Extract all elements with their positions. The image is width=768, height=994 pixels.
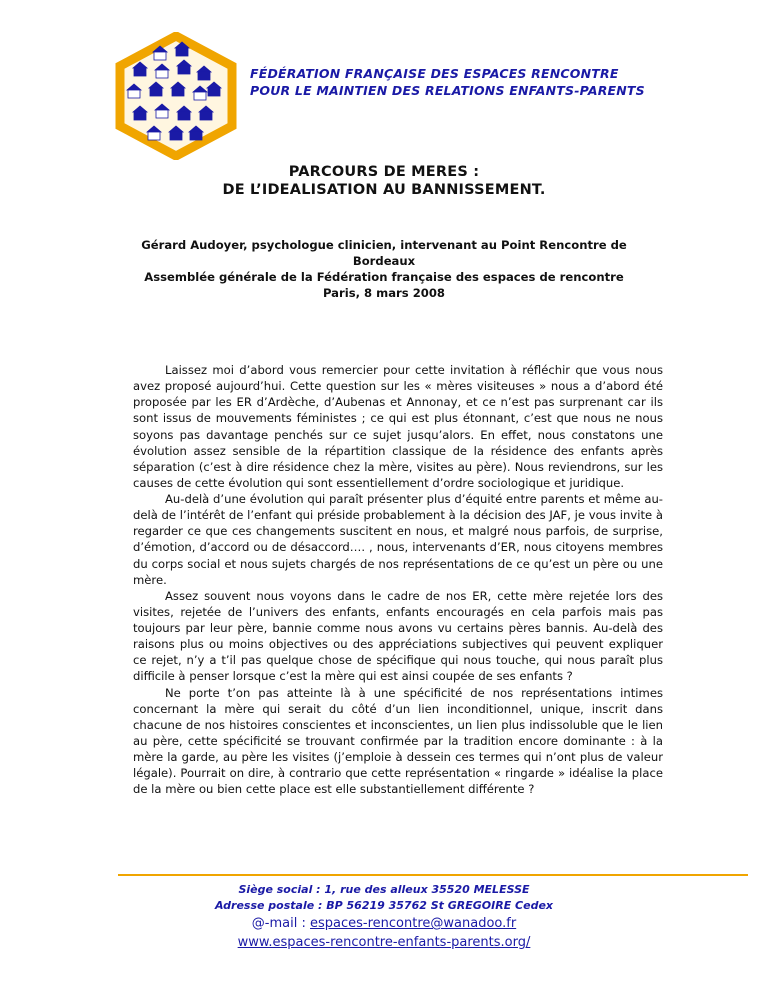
paragraph-1: Laissez moi d’abord vous remercier pour cette invitation à réfléchir que vous nous avez proposé aujourd’hui. Cette question sur les « mères visiteuses » nous a d’abord été proposée par les ER d’Ardèche, d’Aubenas et Annonay, et ce n’est pas surprenant car ils sont issus de mouvements féministes ; ce qui est plus étonnant, c’est que nous ne nous soyons pas davantage penchés sur ce sujet jusqu’alors. En effet, nous constatons une évolution assez sensible de la répartition classique de la résidence des enfants après séparation (c’est à dire résidence chez la mère, visites au père). Nous reviendrons, sur les causes de cette évolution qui sont essentiellement d’ordre sociologique et juridique. xyxy=(133,363,663,490)
registered-office: Siège social : 1, rue des alleux 35520 MELESSE xyxy=(238,883,530,896)
org-name-line2: POUR LE MAINTIEN DES RELATIONS ENFANTS-PARENTS xyxy=(250,83,645,98)
paragraph-3: Assez souvent nous voyons dans le cadre de nos ER, cette mère rejetée lors des visites, rejetée de l’univers des enfants, enfants encouragés en cela parfois mais pas toujours par leur père, bannie comme nous avons vu certains pères bannis. Au-delà des raisons plus ou moins objectives ou des appréciations subjectives qui peuvent expliquer ce rejet, n’y a t’il pas quelque chose de spécifique qui nous touche, qui nous paraît plus difficile à penser lorsque c’est la mère qui est ainsi coupée de ses enfants ? xyxy=(133,588,663,684)
website-link[interactable]: www.espaces-rencontre-enfants-parents.org/ xyxy=(237,935,531,950)
document-title-line2: DE L’IDEALISATION AU BANNISSEMENT. xyxy=(222,182,546,198)
email-link[interactable]: espaces-rencontre@wanadoo.fr xyxy=(310,916,517,931)
document-title-line1: PARCOURS DE MERES : xyxy=(288,164,480,180)
paragraph-2: Au-delà d’une évolution qui paraît présenter plus d’équité entre parents et même au-delà de l’intérêt de l’enfant qui préside probablement à la décision des JAF, je vous invite à regarder ce que ces changements suscitent en nous, et malgré nous parfois, de surprise, d’émotion, d’accord ou de désaccord…. , nous, intervenants d’ER, nous citoyens membres du corps social et nous sujets chargés de nos représentations de ce qu’est un père ou une mère. xyxy=(133,492,663,587)
paragraph-4: Ne porte t’on pas atteinte là à une spécificité de nos représentations intimes concernant la mère qui serait du côté d’un lien inconditionnel, unique, inscrit dans chacune de nos histoires conscientes et inconscientes, un lien plus indissoluble que le lien au père, cette spécificité se trouvant confirmée par la tradition encore dominante : à la mère la garde, au père les visites (j’emploie à dessein ces termes qui n’ont plus de valeur légale). Pourrait on dire, à contrario que cette représentation « ringarde » idéalise la place de la mère ou bien cette place est elle substantiellement différente ? xyxy=(133,685,663,797)
email-line xyxy=(0,916,768,931)
author-line-city: Bordeaux xyxy=(352,254,416,268)
event-line: Assemblée générale de la Fédération française des espaces de rencontre xyxy=(144,270,624,284)
date-line: Paris, 8 mars 2008 xyxy=(323,286,445,300)
author-line: Gérard Audoyer, psychologue clinicien, intervenant au Point Rencontre de xyxy=(141,238,627,252)
footer-divider xyxy=(118,874,748,876)
body-text xyxy=(133,362,663,797)
email-label: @-mail : xyxy=(251,916,310,931)
postal-address: Adresse postale : BP 56219 35762 St GREGOIRE Cedex xyxy=(214,899,553,912)
federation-logo xyxy=(110,32,242,160)
org-name-line1: FÉDÉRATION FRANÇAISE DES ESPACES RENCONTRE xyxy=(250,66,619,81)
